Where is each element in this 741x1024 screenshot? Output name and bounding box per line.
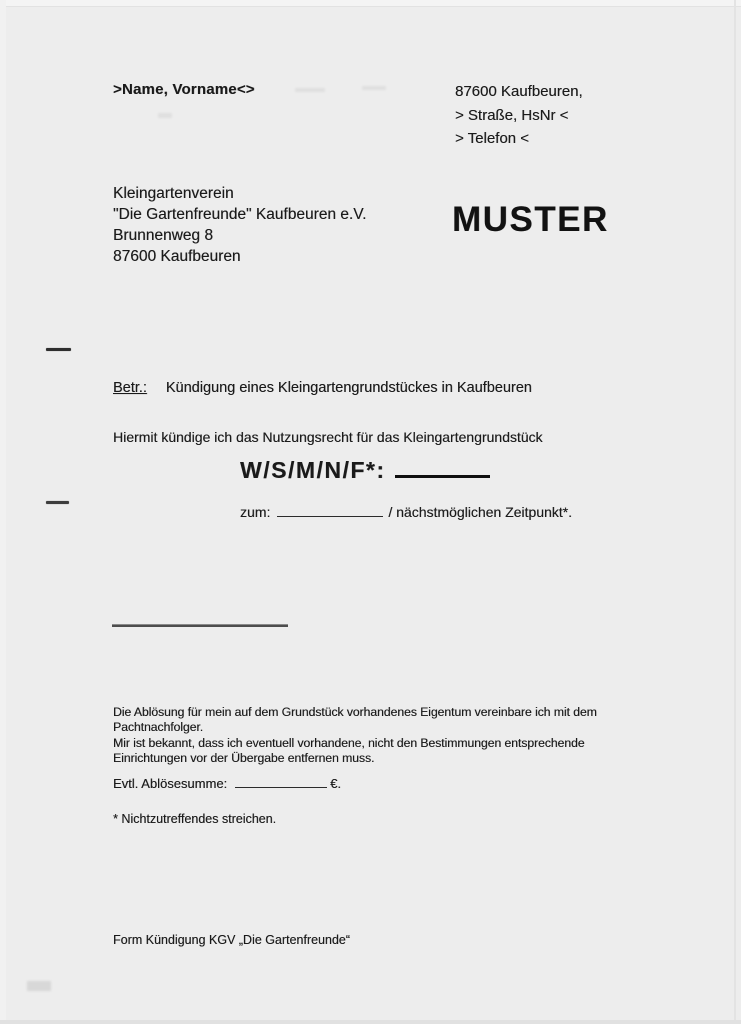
termination-date-line [240, 504, 572, 520]
recipient-line: Kleingartenverein [113, 185, 234, 202]
footnote: * Nichtzutreffendes streichen. [113, 812, 277, 826]
subject-line [113, 380, 532, 396]
sender-name-placeholder: >Name, Vorname<> [113, 81, 255, 98]
scan-artifact [27, 981, 51, 991]
scan-edge-right [734, 0, 736, 1024]
muster-watermark: MUSTER [452, 200, 609, 239]
fold-mark-top [46, 348, 71, 351]
sender-contact-block [455, 80, 583, 151]
scan-edge-top [0, 0, 741, 7]
recipient-line: "Die Gartenfreunde" Kaufbeuren e.V. [113, 206, 367, 223]
recipient-address-block [113, 183, 366, 267]
body-intro: Hiermit kündige ich das Nutzungsrecht für das Kleingartengrundstück [113, 429, 543, 445]
sender-city: 87600 Kaufbeuren, [455, 83, 583, 100]
transfer-note-line: Pachtnachfolger. [113, 720, 204, 735]
subject-text: Kündigung eines Kleingartengrundstückes in Kaufbeuren [165, 380, 532, 396]
sender-street-placeholder: > Straße, HsNr < [455, 106, 569, 124]
date-blank-field [277, 516, 383, 517]
form-footer: Form Kündigung KGV „Die Gartenfreunde“ [113, 933, 350, 947]
date-label: zum: [240, 504, 271, 520]
severance-label: Evtl. Ablösesumme: [113, 776, 228, 791]
scan-artifact [362, 86, 386, 90]
scan-artifact [295, 88, 325, 92]
plot-label: W/S/M/N/F*: [240, 457, 386, 483]
sender-phone-placeholder: > Telefon < [455, 130, 529, 147]
transfer-note-line: Mir ist bekannt, dass ich eventuell vorhandene, nicht den Bestimmungen entsprechende [113, 735, 585, 750]
transfer-note-line: Einrichtungen vor der Übergabe entfernen muss. [113, 751, 375, 766]
plot-blank-field [395, 475, 490, 478]
severance-line [113, 776, 341, 791]
scan-edge-left [0, 0, 6, 1024]
severance-currency: €. [330, 776, 341, 791]
severance-blank-field [235, 787, 327, 788]
signature-line [112, 624, 288, 627]
plot-designation-line [240, 457, 490, 484]
date-alternative-text: / nächstmöglichen Zeitpunkt*. [388, 504, 572, 520]
transfer-note-line: Die Ablösung für mein auf dem Grundstück vorhandenes Eigentum vereinbare ich mit dem [113, 705, 597, 719]
scan-edge-bottom [0, 1020, 741, 1024]
fold-mark-bottom [46, 501, 69, 504]
recipient-line: 87600 Kaufbeuren [113, 248, 241, 265]
subject-label: Betr.: [113, 380, 147, 396]
recipient-line: Brunnenweg 8 [113, 227, 213, 244]
scan-artifact [158, 113, 172, 118]
transfer-note [113, 705, 597, 767]
